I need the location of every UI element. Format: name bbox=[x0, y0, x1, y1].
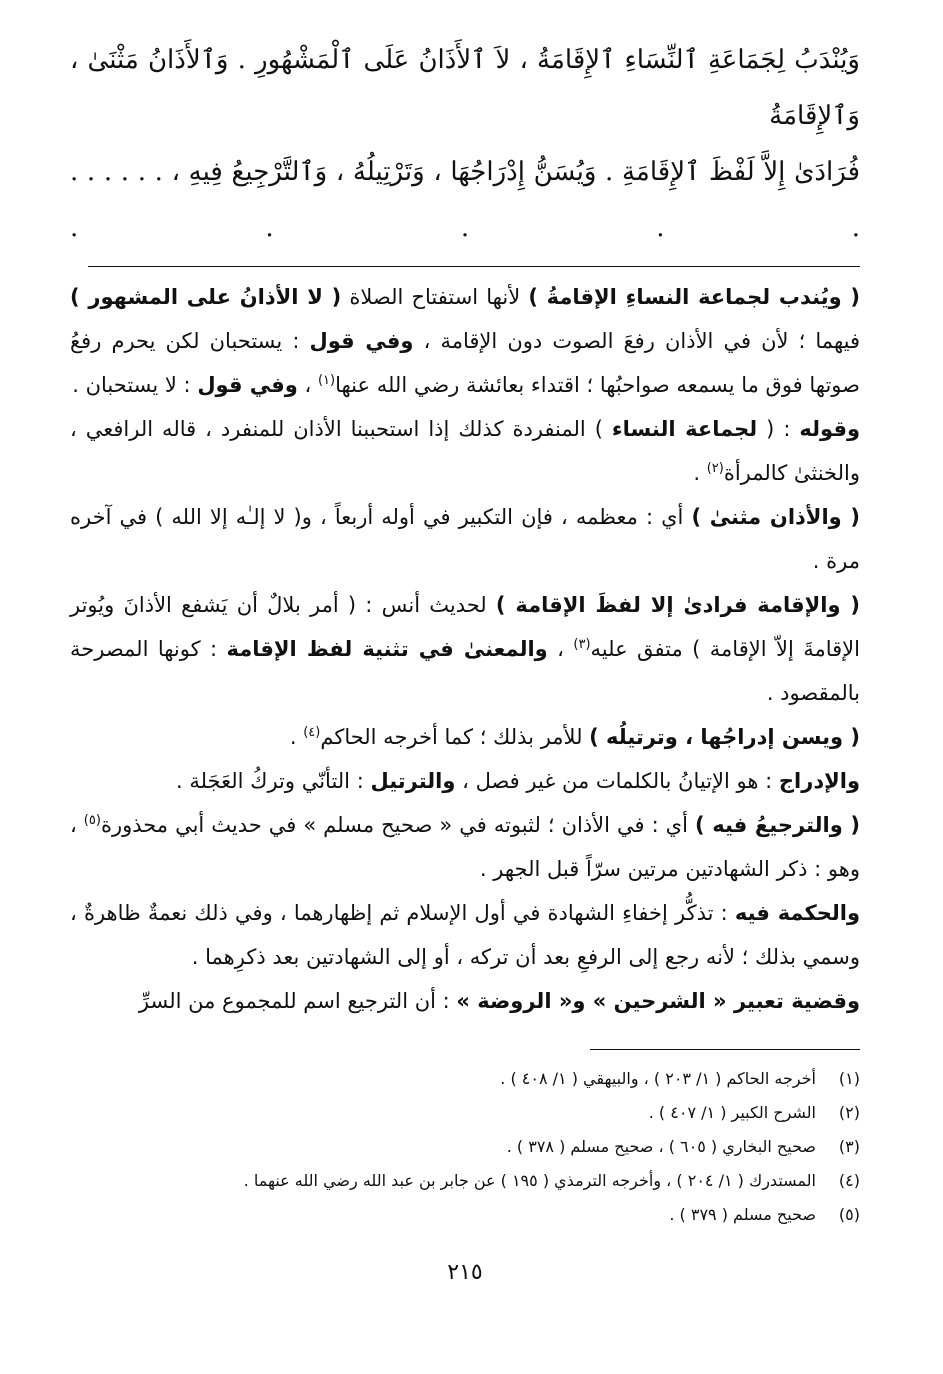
footnote-item bbox=[70, 1096, 860, 1130]
footnote-number: (٣) bbox=[838, 1137, 860, 1156]
quoted-matn: ( والترجيعُ فيه ) bbox=[694, 813, 860, 837]
footnote-item bbox=[70, 1198, 860, 1232]
commentary-paragraph bbox=[70, 803, 860, 891]
commentary-span: . bbox=[289, 725, 304, 749]
footnote-ref: (٢) bbox=[706, 461, 724, 476]
quoted-matn: ( والإقامة فرادىٰ إلا لفظَ الإقامة ) bbox=[495, 593, 860, 617]
footnote-number: (٥) bbox=[838, 1205, 860, 1224]
commentary-span: . bbox=[693, 461, 707, 485]
commentary-span: ) المنفردة كذلك إذا استحببنا الأذان للمنفرد ، قاله الرافعي ، والخنثىٰ كالمرأة bbox=[70, 417, 860, 485]
footnote-text: صحيح مسلم ( ٣٧٩ ) . bbox=[669, 1205, 816, 1224]
commentary-span: ، bbox=[547, 637, 574, 661]
footnote-ref: (٤) bbox=[303, 725, 321, 740]
bold-phrase: والإدراج bbox=[778, 769, 860, 793]
footnote-number: (٢) bbox=[838, 1103, 860, 1122]
commentary-span: ، bbox=[297, 373, 318, 397]
quoted-matn: ( ويُندب لجماعة النساءِ الإقامةُ ) bbox=[528, 285, 861, 309]
bold-phrase: والحكمة فيه bbox=[734, 901, 860, 925]
footnote-ref: (١) bbox=[317, 373, 336, 388]
matn-line: وَيُنْدَبُ لِجَمَاعَةِ ٱلنِّسَاءِ ٱلإِقَامَةُ ، لاَ ٱلأَذَانُ عَلَى ٱلْمَشْهُورِ . وَٱلأَذَانُ مَثْنَىٰ ، وَٱلإِقَامَةُ bbox=[70, 45, 860, 131]
bold-phrase: وقوله bbox=[799, 417, 860, 441]
separator-rule bbox=[88, 266, 860, 267]
commentary-paragraph bbox=[70, 407, 860, 495]
bold-phrase: والمعنىٰ في تثنية لفظ الإقامة bbox=[226, 637, 548, 661]
footnote-text: صحيح البخاري ( ٦٠٥ ) ، صحيح مسلم ( ٣٧٨ ) . bbox=[506, 1137, 816, 1156]
footnote-text: المستدرك ( ١/ ٢٠٤ ) ، وأخرجه الترمذي ( ١٩٥ ) عن جابر بن عبد الله رضي الله عنهما . bbox=[243, 1171, 816, 1190]
commentary-span: : أن الترجيع اسم للمجموع من السرِّ bbox=[138, 989, 457, 1013]
commentary-paragraph bbox=[70, 275, 860, 407]
quoted-matn: ( والأذان مثنىٰ ) bbox=[691, 505, 861, 529]
commentary-span: للأمر بذلك ؛ كما أخرجه الحاكم bbox=[320, 725, 590, 749]
bold-phrase: وفي قول bbox=[309, 329, 414, 353]
footnote-number: (١) bbox=[838, 1069, 860, 1088]
commentary-span: لأنها استفتاح الصلاة bbox=[341, 285, 529, 309]
commentary-span: أي : معظمه ، فإن التكبير في أوله أربعاً ، و( لا إلـٰه إلا الله ) في آخره مرة . bbox=[70, 505, 860, 573]
commentary-span: : ( bbox=[757, 417, 800, 441]
matn-line: فُرَادَىٰ إِلاَّ لَفْظَ ٱلإِقَامَةِ . وَيُسَنُّ إِدْرَاجُهَا ، وَتَرْتِيلُهُ ، وَٱلتَّرْجِيعُ فِيهِ ، . . . . . . . . . . . bbox=[70, 157, 860, 243]
commentary-paragraph bbox=[70, 715, 860, 759]
commentary-span: : كونها المصرحة بالمقصود . bbox=[70, 637, 860, 705]
footnote-number: (٤) bbox=[838, 1171, 860, 1190]
footnote-ref: (٥) bbox=[83, 813, 101, 828]
commentary-paragraph bbox=[70, 495, 860, 583]
bold-phrase: وقضية تعبير « الشرحين » و« الروضة » bbox=[456, 989, 860, 1013]
commentary-span: : تذكُّر إخفاءِ الشهادة في أول الإسلام ثم إظهارهما ، وفي ذلك نعمةٌ ظاهرةٌ ، وسمي بذلك ؛ لأنه رجع إلى الرفعِ بعد أن تركه ، أو إلى الشهادتين بعد ذكرِهما . bbox=[70, 901, 860, 969]
footnote-text: الشرح الكبير ( ١/ ٤٠٧ ) . bbox=[648, 1103, 816, 1122]
commentary-span: فيهما ؛ لأن في الأذان رفعَ الصوت دون الإقامة ، bbox=[413, 329, 860, 353]
book-page bbox=[70, 32, 860, 1285]
footnote-ref: (٣) bbox=[573, 637, 591, 652]
commentary-paragraph bbox=[70, 583, 860, 715]
commentary-span: : هو الإتيانُ بالكلمات من غير فصل ، bbox=[455, 769, 779, 793]
bold-phrase: وفي قول bbox=[197, 373, 298, 397]
commentary-paragraph bbox=[70, 759, 860, 803]
bold-phrase: والترتيل bbox=[370, 769, 456, 793]
footnotes bbox=[70, 1062, 860, 1232]
commentary-text bbox=[70, 275, 860, 1023]
quoted-matn: لجماعة النساء bbox=[611, 417, 758, 441]
footnote-item bbox=[70, 1164, 860, 1198]
commentary-span: : التأنّي وتركُ العَجَلة . bbox=[175, 769, 371, 793]
footnote-separator bbox=[590, 1049, 860, 1050]
footnote-item bbox=[70, 1062, 860, 1096]
commentary-span: أي : في الأذان ؛ لثبوته في « صحيح مسلم » في حديث أبي محذورة bbox=[100, 813, 695, 837]
page-number: ٢١٥ bbox=[447, 1260, 483, 1285]
footnote-item bbox=[70, 1130, 860, 1164]
commentary-span: : يستحبان لكن يحرم رفعُ صوتها فوق ما يسمعه صواحبُها ؛ اقتداء بعائشة رضي الله عنها bbox=[70, 329, 860, 397]
commentary-span: لحديث أنس : ( أمر بلالٌ أن يَشفع الأذانَ ويُوتر الإقامةَ إلاّ الإقامة ) متفق عليه bbox=[70, 593, 860, 661]
commentary-paragraph bbox=[70, 979, 860, 1023]
quoted-matn: ( لا الأذانُ على المشهور ) bbox=[70, 285, 342, 309]
quoted-matn: ( ويسن إدراجُها ، وترتيلُه ) bbox=[589, 725, 860, 749]
footnote-text: أخرجه الحاكم ( ١/ ٢٠٣ ) ، والبيهقي ( ١/ ٤٠٨ ) . bbox=[500, 1069, 816, 1088]
commentary-span: ، وهو : ذكر الشهادتين مرتين سرّاً قبل الجهر . bbox=[70, 813, 860, 881]
matn-text bbox=[70, 32, 860, 256]
commentary-span: : لا يستحبان . bbox=[72, 373, 198, 397]
commentary-paragraph bbox=[70, 891, 860, 979]
